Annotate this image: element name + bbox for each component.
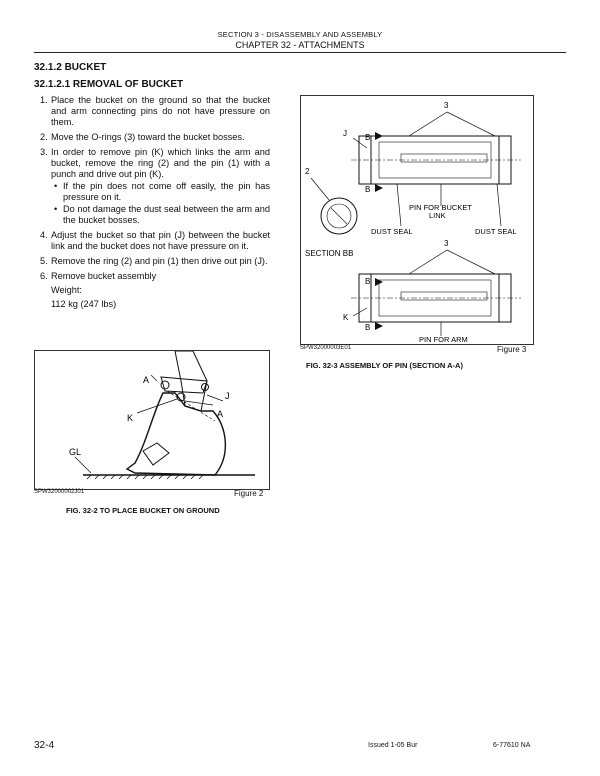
step-2: 2. Move the O-rings (3) toward the bucket bosses. — [40, 132, 245, 142]
heading-removal-of-bucket: 32.1.2.1 REMOVAL OF BUCKET — [34, 79, 184, 90]
label-a-right: A — [217, 409, 224, 419]
page-number: 32-4 — [34, 740, 55, 751]
label-section-bb: SECTION BB — [305, 249, 354, 258]
label-gl: GL — [69, 447, 82, 457]
bucket-on-ground-drawing — [35, 351, 269, 489]
label-3-bottom: 3 — [444, 239, 449, 248]
label-j: J — [225, 391, 230, 401]
label-dust-seal-left: DUST SEAL — [371, 227, 413, 236]
figure-2-frame — [34, 350, 270, 490]
step-3: 3. In order to remove pin (K) which links the arm and bucket, remove the ring (2) and the pin (1) with a punch and drive out pin (K). • If the pin does not come off easily, the pin has pressure on it. • Do not damage the dust seal between the arm and the bucket bosses. — [34, 147, 270, 226]
label-pin-bucket-link-1: PIN FOR BUCKET — [409, 203, 472, 212]
label-b-2: B — [365, 185, 371, 194]
step-1: 1. Place the bucket on the ground so that the bucket and arm connecting pins do not have pressure on them. — [40, 95, 270, 127]
procedure-steps — [34, 95, 270, 314]
figure-3-frame — [300, 95, 534, 345]
figure-2-caption: FIG. 32-2 TO PLACE BUCKET ON GROUND — [66, 506, 220, 515]
section-title: SECTION 3 - DISASSEMBLY AND ASSEMBLY — [217, 30, 383, 39]
label-3-top: 3 — [444, 101, 449, 110]
figure-3-caption: FIG. 32-3 ASSEMBLY OF PIN (SECTION A-A) — [306, 361, 463, 370]
pin-assembly-drawing — [301, 96, 533, 344]
weight-value: 112 kg (247 lbs) — [51, 299, 117, 309]
step-3-note-1: • If the pin does not come off easily, the pin has pressure on it. — [51, 181, 270, 203]
step-5: 5. Remove the ring (2) and pin (1) then drive out pin (J). — [40, 256, 268, 266]
step-3-note-2: • Do not damage the dust seal between the arm and the bucket bosses. — [51, 204, 270, 226]
chapter-title: CHAPTER 32 - ATTACHMENTS — [235, 40, 365, 50]
label-pin-bucket-link-2: LINK — [429, 211, 446, 220]
figure-3-code: SPW32000003E01 — [300, 345, 352, 351]
step-4: 4. Adjust the bucket so that pin (J) between the bucket link and the bucket does not have pressure on it. — [40, 230, 270, 251]
issue-info: Issued 1-05 Bur — [368, 742, 418, 749]
step-3-notes — [51, 181, 270, 226]
label-k: K — [343, 313, 349, 322]
label-pin-for-arm: PIN FOR ARM — [419, 335, 468, 344]
label-a-top: A — [143, 375, 150, 385]
figure-2-number: Figure 2 — [234, 489, 264, 498]
document-number: 6-77610 NA — [493, 742, 531, 749]
label-k: K — [127, 413, 134, 423]
label-b-3: B — [365, 277, 371, 286]
label-b-4: B — [365, 323, 371, 332]
page-header — [0, 30, 600, 50]
heading-bucket: 32.1.2 BUCKET — [34, 62, 107, 73]
step-6: 6. Remove bucket assembly Weight: 112 kg (247 lbs) — [34, 271, 270, 310]
label-2: 2 — [305, 167, 310, 176]
figure-3-number: Figure 3 — [497, 345, 527, 354]
weight-label: Weight: — [51, 285, 82, 295]
label-b-1: B — [365, 133, 371, 142]
label-dust-seal-right: DUST SEAL — [475, 227, 517, 236]
label-j: J — [343, 129, 347, 138]
header-rule — [34, 52, 566, 53]
figure-2-code: SPW32000002J01 — [34, 489, 85, 495]
